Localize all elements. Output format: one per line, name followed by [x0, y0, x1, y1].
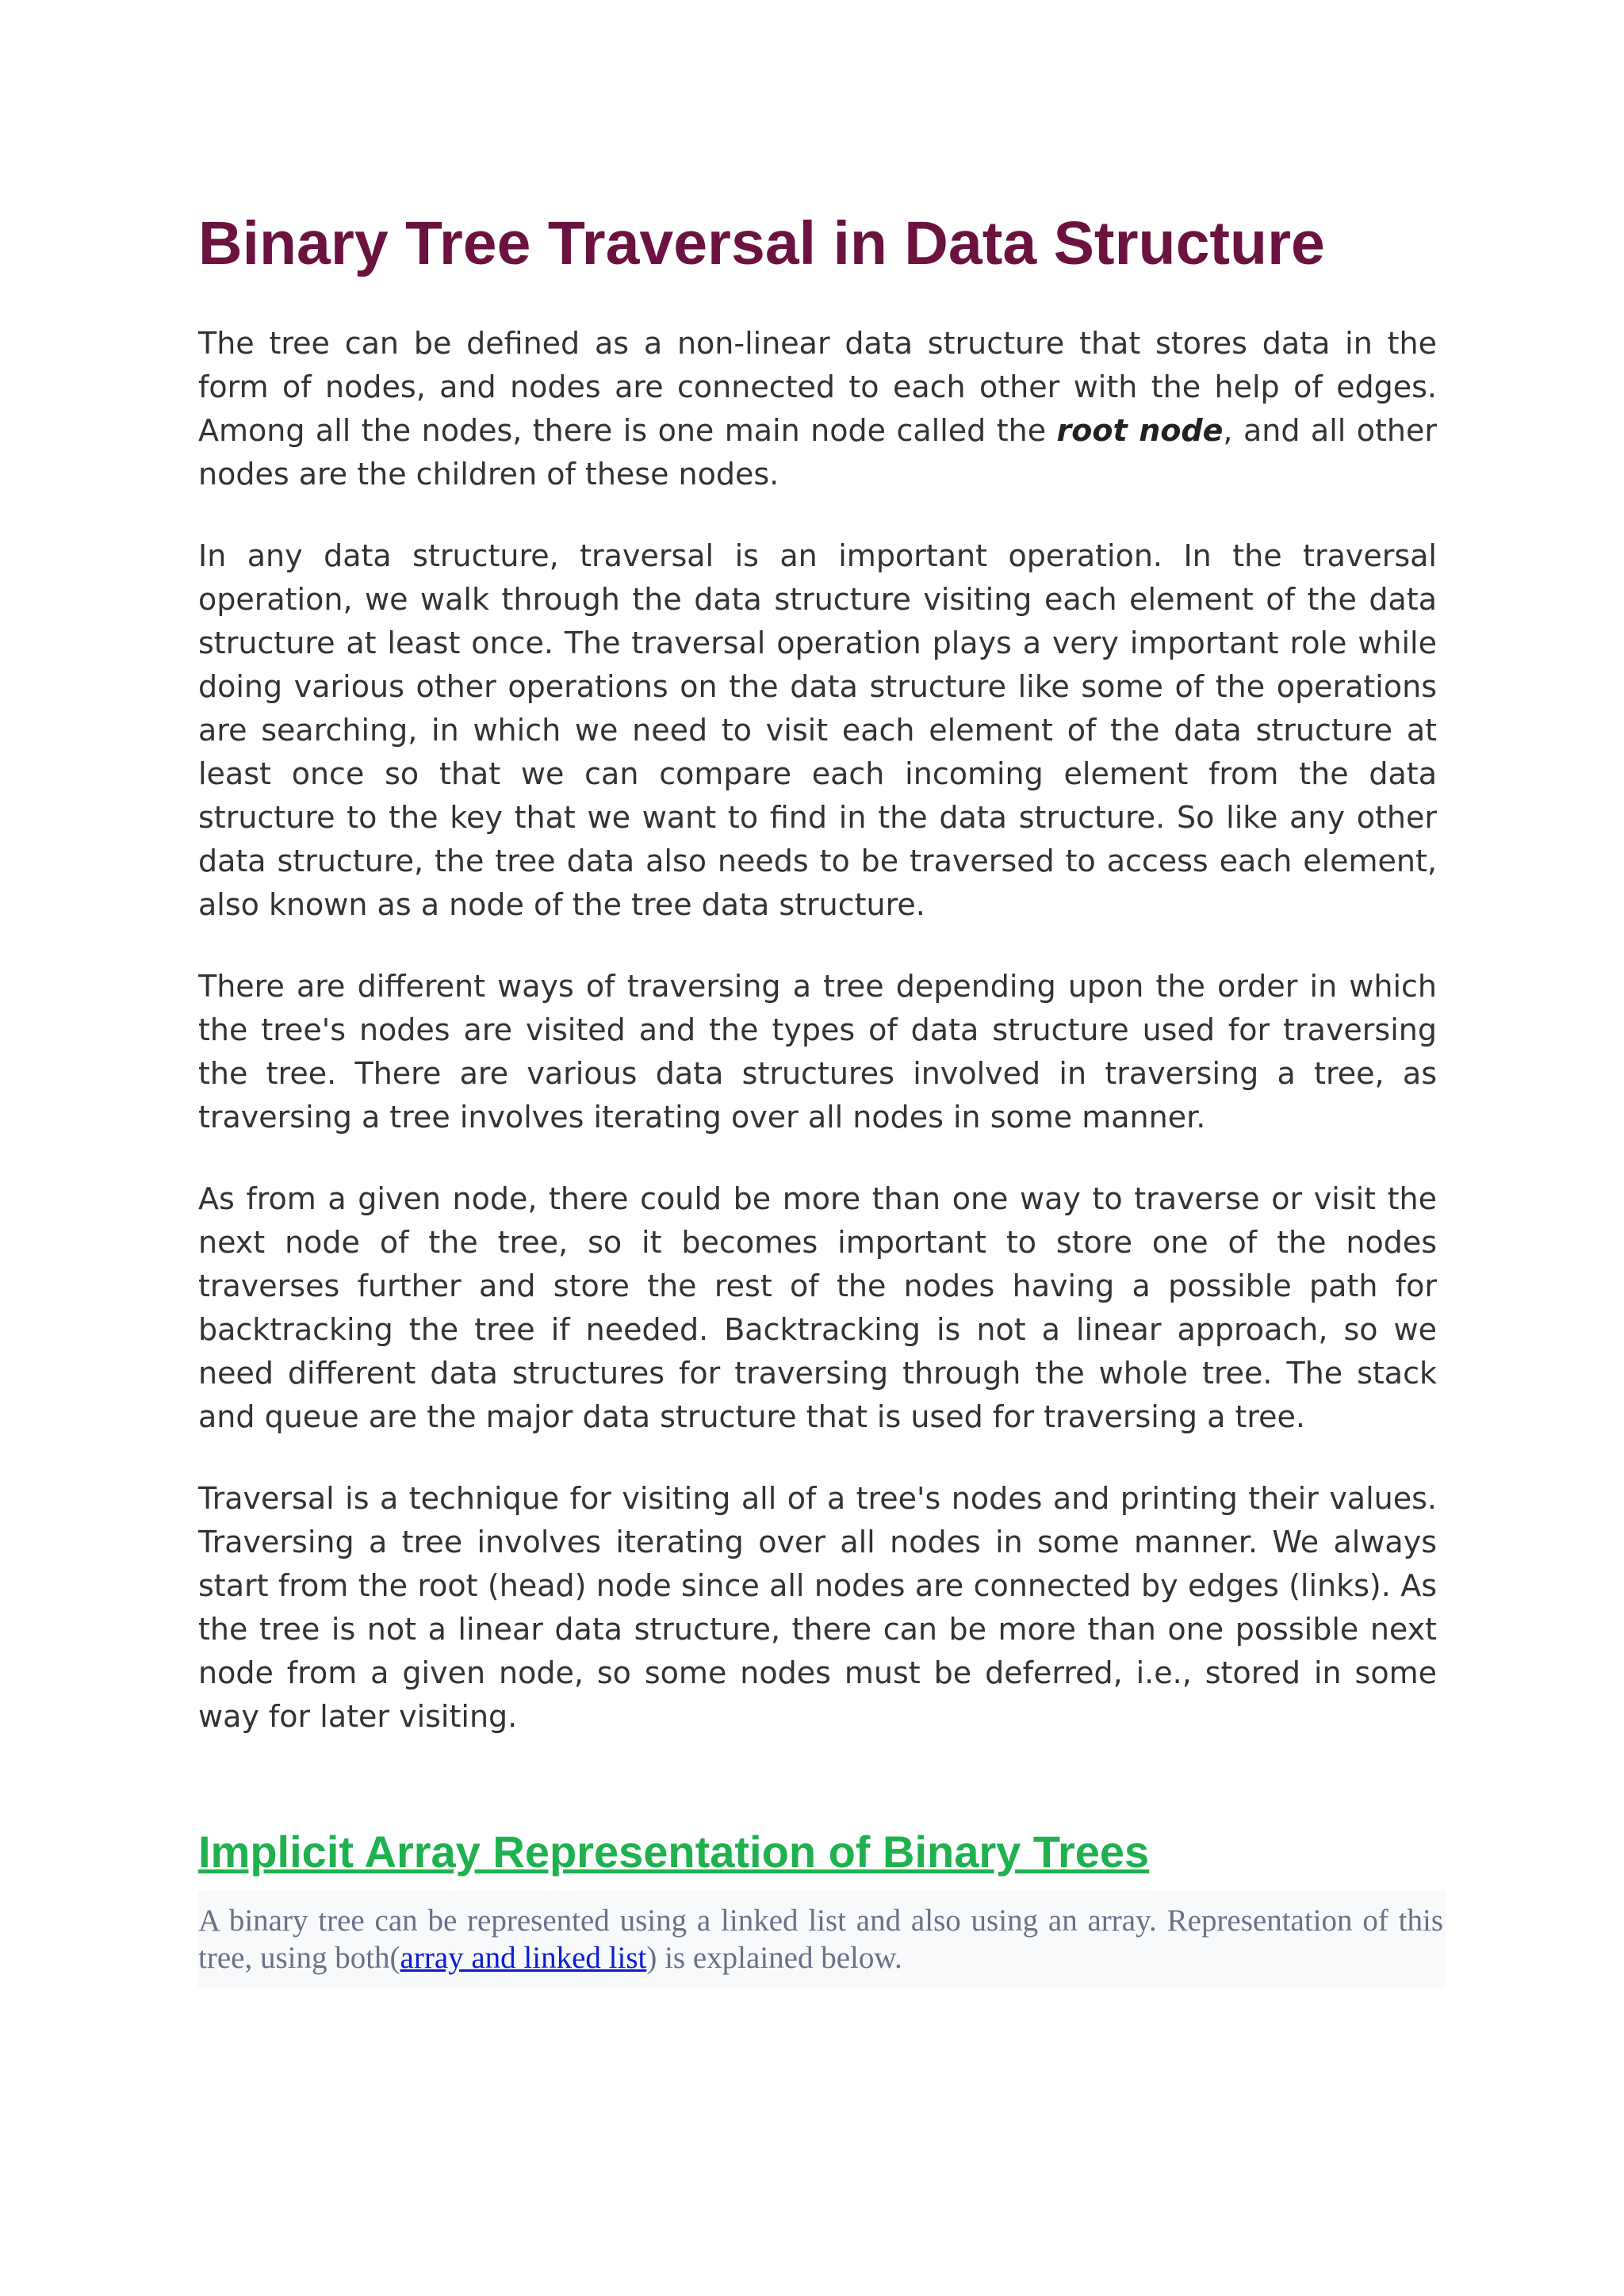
root-node-emphasis: root node: [1056, 413, 1224, 448]
representation-note: [198, 1891, 1446, 1988]
document-page: [198, 208, 1443, 1988]
paragraph-traversal-importance: In any data structure, traversal is an important operation. In the traversal operation, we walk through the data structure visiting each element of the data structure at least once. The traversal operation plays a very important role while doing various other operations on the data structure like some of the operations are searching, in which we need to visit each element of the data structure at least once so that we can compare each incoming element from the data structure to the key that we want to find in the data structure. So like any other data structure, the tree data also needs to be traversed to access each element, also known as a node of the tree data structure.: [198, 538, 1437, 922]
note-text: ) is explained below.: [646, 1941, 902, 1975]
array-linked-list-link[interactable]: array and linked list: [400, 1941, 647, 1975]
section-heading-implicit-array: Implicit Array Representation of Binary Trees: [198, 1827, 1150, 1877]
paragraph-traversal-ways: There are different ways of traversing a tree depending upon the order in which the tree's nodes are visited and the types of data structure used for traversing the tree. There are various data structures involved in traversing a tree, as traversing a tree involves iterating over all nodes in some manner.: [198, 969, 1437, 1135]
paragraph-text: , and all other nodes are the children of these nodes.: [198, 413, 1438, 492]
paragraph-traversal-technique: Traversal is a technique for visiting all of a tree's nodes and printing their values. Traversing a tree involves iterating over all nodes in some manner. We always start from the root (head) node since all nodes are connected by edges (links). As the tree is not a linear data structure, there can be more than one possible next node from a given node, so some nodes must be deferred, i.e., stored in some way for later visiting.: [198, 1481, 1437, 1734]
paragraph-backtracking: As from a given node, there could be more than one way to traverse or visit the next node of the tree, so it becomes important to store one of the nodes traverses further and store the rest of the nodes having a possible path for backtracking the tree if needed. Backtracking is not a linear approach, so we need different data structures for traversing through the whole tree. The stack and queue are the major data structure that is used for traversing a tree.: [198, 1181, 1437, 1434]
page-title: Binary Tree Traversal in Data Structure: [198, 209, 1325, 277]
paragraph-tree-definition: [198, 322, 1437, 496]
note-text: A binary tree can be represented using a linked list and also using an array. Representation of this tree, using both(: [198, 1904, 1443, 1975]
paragraph-text: The tree can be defined as a non-linear data structure that stores data in the form of nodes, and nodes are connected to each other with the help of edges. Among all the nodes, there is one main node called the: [198, 326, 1437, 448]
